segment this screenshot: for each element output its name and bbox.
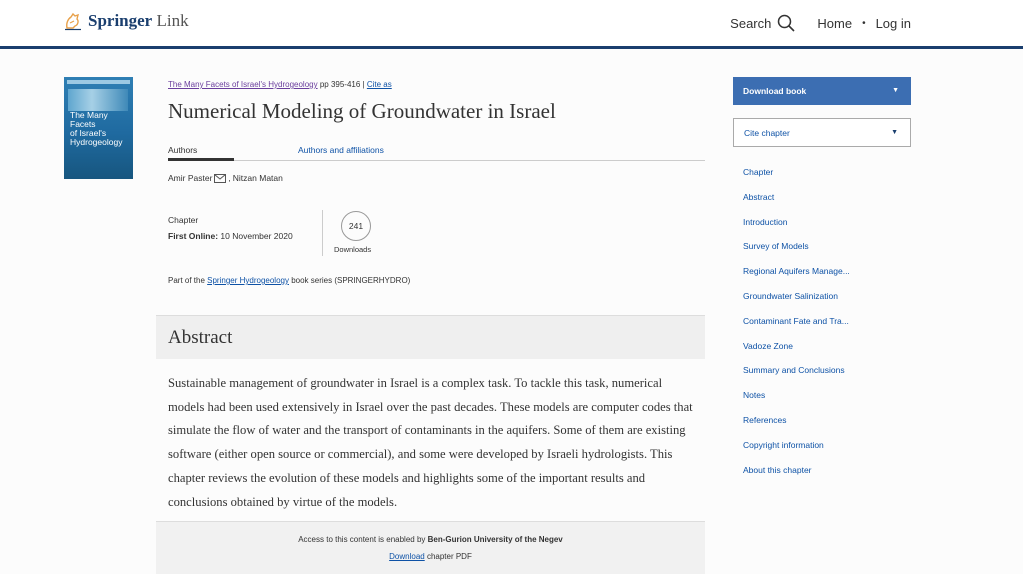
author-list: Amir Paster , Nitzan Matan [168,173,283,183]
toc-item[interactable]: Regional Aquifers Manage... [743,266,850,277]
content-type: Chapter [168,215,199,225]
home-link[interactable]: Home [817,15,853,31]
book-title-link[interactable]: The Many Facets of Israel's Hydrogeology [168,80,318,89]
toc-item[interactable]: Introduction [743,216,788,227]
tab-authors[interactable]: Authors [168,145,198,155]
nav-separator: • [862,17,866,29]
book-cover[interactable] [64,77,133,179]
toc-item[interactable]: About this chapter [743,464,812,475]
abstract-heading: Abstract [168,327,233,348]
springer-horse-icon [64,11,82,31]
toc-item[interactable]: Abstract [743,191,775,202]
downloads-label: Downloads [334,245,372,254]
series-link[interactable]: Springer Hydrogeology [207,276,289,285]
book-series: Part of the Springer Hydrogeology book series (SPRINGERHYDRO) [168,276,411,285]
cite-chapter-button[interactable]: Cite chapter ▼ [733,118,911,147]
toc-item[interactable]: Vadoze Zone [743,340,793,351]
search-icon [777,14,795,32]
page-title: Numerical Modeling of Groundwater in Israel [168,99,556,123]
toc-item[interactable]: Chapter [743,167,774,177]
toc-item[interactable]: Summary and Conclusions [743,365,845,376]
toc-item[interactable]: Survey of Models [743,241,809,252]
cover-title: The Many Facets of Israel's Hydrogeology [70,110,123,147]
chevron-down-icon: ▼ [891,129,898,136]
page-range: pp 395-416 [319,80,361,89]
breadcrumb: The Many Facets of Israel's Hydrogeology pp 395-416 | Cite as [168,80,392,89]
site-header [0,0,1023,49]
toc-item[interactable]: Copyright information [743,439,824,450]
author-name[interactable]: Nitzan Matan [232,173,283,183]
download-pdf-link[interactable]: Download [389,552,425,561]
institution-name: Ben-Gurion University of the Negev [427,535,563,544]
toc-item[interactable]: Groundwater Salinization [743,290,838,301]
abstract-text: Sustainable management of groundwater in Israel is a complex task. To tackle this task, numerical models had been used extensively in Israel over the past decades. These models are computer codes that simulate the flow of water and the transport of contaminants in the aquifers. Some of them are existing software (either open source or commercial), and some were developed by Israeli hydrologists. This chapter reviews the evolution of these models and highlights some of the important results and conclusions obtained by virtue of the models. [168,376,693,509]
cite-as-link[interactable]: Cite as [366,80,392,89]
toc-item[interactable]: Notes [743,390,766,401]
brand-suffix: Link [156,11,189,30]
toc-item[interactable]: Contaminant Fate and Tra... [743,315,849,326]
author-tabs [168,143,705,161]
active-tab-indicator [168,158,234,161]
email-icon[interactable] [214,174,226,183]
downloads-count: 241 [341,211,371,241]
download-book-button[interactable]: Download book ▼ [733,77,911,105]
header-nav [730,14,911,32]
abstract-section-header [156,315,705,359]
login-link[interactable]: Log in [875,15,911,31]
author-name[interactable]: Amir Paster [168,173,213,183]
table-of-contents [743,166,850,488]
search-label: Search [730,15,772,31]
first-online: First Online: 10 November 2020 [168,231,293,241]
springer-link-logo[interactable] [64,11,189,31]
access-notice: Access to this content is enabled by Ben-Gurion University of the Negev Download chapter PDF [156,521,705,574]
search-button[interactable] [730,14,795,32]
chevron-down-icon: ▼ [892,87,899,94]
tab-authors-affiliations[interactable]: Authors and affiliations [298,145,384,155]
toc-item[interactable]: References [743,414,787,425]
brand-name: Springer [88,11,153,30]
chapter-meta [168,212,293,244]
